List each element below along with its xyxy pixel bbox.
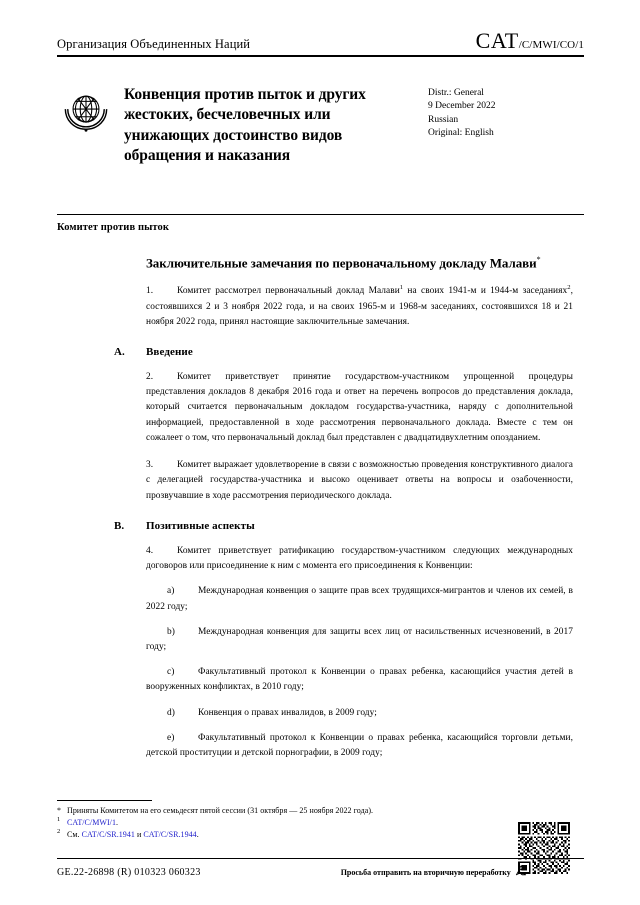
paragraph-2-number: 2. xyxy=(146,371,154,382)
masthead-top-row xyxy=(57,30,584,54)
distribution-type: Distr.: General xyxy=(428,88,484,98)
document-code: GE.22-26898 (R) 010323 060323 xyxy=(57,866,201,878)
distribution-date: 9 December 2022 xyxy=(428,101,496,112)
document-symbol xyxy=(476,30,584,52)
page-title-asterisk: * xyxy=(536,255,541,264)
masthead-rule xyxy=(57,55,584,57)
section-a-letter: A. xyxy=(114,345,125,358)
footer-rule xyxy=(57,858,584,859)
committee-name: Комитет против пыток xyxy=(57,222,170,233)
footnote-separator xyxy=(57,800,152,801)
footnote-asterisk: * Приняты Комитетом на его семьдесят пятой сессии (31 октября — 25 ноября 2022 года). xyxy=(57,806,374,815)
footnote-2-joiner: и xyxy=(134,830,144,839)
subitem-b xyxy=(146,615,573,655)
subitem-a-label: a) xyxy=(167,586,175,597)
paragraph-4-text: Комитет приветствует ратификацию государством-участником следующих международных договоров или присоединение к ним с момента его присоединения к Конвенции: xyxy=(146,545,573,572)
footnotes-block xyxy=(57,800,527,841)
document-symbol-prefix: CAT xyxy=(475,28,519,53)
subitem-d xyxy=(146,696,573,721)
distribution-original: Original: English xyxy=(428,128,494,139)
paragraph-2-text: Комитет приветствует принятие государством-участником упрощенной процедуры представления докладов 8 декабря 2016 года и ответ на перечень вопросов до представления доклада, который считается первоначальным докладом государства-участника, наряду с дополнительной информацией, предоставленной в ходе рассмотрения первоначального доклада. Вместе с тем он сожалеет о том, что первоначальный доклад был представлен с двадцатидвухлетним опозданием. xyxy=(146,371,573,443)
section-b-title: Позитивные аспекты xyxy=(146,519,255,532)
paragraph-3 xyxy=(146,446,573,504)
paragraph-1-text-a: Комитет рассмотрел первоначальный доклад Малави xyxy=(177,286,400,297)
paragraph-1 xyxy=(146,272,573,330)
masthead xyxy=(57,30,584,57)
footnote-asterisk-text: Приняты Комитетом на его семьдесят пятой сессии (31 октября — 25 ноября 2022 года). xyxy=(67,806,374,815)
paragraph-3-text: Комитет выражает удовлетворение в связи с возможностью проведения конструктивного диалога с делегацией государства-участника и высоко оценивает ответы на вопросы и озабоченности, прозвучавшие в ходе рассмотрения периодического доклада. xyxy=(146,460,573,501)
distribution-language: Russian xyxy=(428,114,459,125)
page-title-text: Заключительные замечания по первоначальному докладу Малави xyxy=(146,255,537,271)
paragraph-4 xyxy=(146,532,573,574)
subitem-b-label: b) xyxy=(167,626,175,637)
footnote-ref-1[interactable]: 1 xyxy=(399,284,404,292)
footnote-2-prefix: См. xyxy=(67,830,82,839)
paragraph-4-number: 4. xyxy=(146,545,154,556)
title-block-rule xyxy=(57,214,584,215)
paragraph-2 xyxy=(146,358,573,446)
organization-name: Организация Объединенных Наций xyxy=(57,37,251,52)
title-block xyxy=(57,85,584,167)
recycle-icon xyxy=(514,864,528,880)
paragraph-3-number: 3. xyxy=(146,460,154,471)
subitem-c xyxy=(146,655,573,695)
paragraph-1-text-b: на своих 1941-м и 1944-м заседаниях xyxy=(403,286,568,297)
section-heading-a xyxy=(114,330,584,358)
recycle-text: Просьба отправить на вторичную переработку xyxy=(340,867,511,877)
footnote-2: 2 См. CAT/C/SR.1941 и CAT/C/SR.1944. xyxy=(57,828,199,839)
page-title xyxy=(146,250,546,272)
document-symbol-suffix: /C/MWI/CO/1 xyxy=(518,39,584,51)
subitem-d-text: Конвенция о правах инвалидов, в 2009 году; xyxy=(198,707,377,718)
footnote-1: 1 CAT/C/MWI/1. xyxy=(57,816,119,827)
page-footer xyxy=(57,864,584,880)
subitem-c-text: Факультативный протокол к Конвенции о правах ребенка, касающийся участия детей в вооруженных конфликтах, в 2010 году; xyxy=(146,667,573,693)
convention-title: Конвенция против пыток и других жестоких, бесчеловечных или унижающих достоинство видов обращения и наказания xyxy=(124,86,366,165)
subitem-e-text: Факультативный протокол к Конвенции о правах ребенка, касающийся торговли детьми, детской проституции и детской порнографии, в 2009 году; xyxy=(146,732,573,759)
footnote-2-link-2[interactable]: CAT/C/SR.1944 xyxy=(143,830,197,839)
recycle-notice xyxy=(341,864,528,880)
footnote-ref-2[interactable]: 2 xyxy=(567,284,571,292)
subitem-a-text: Международная конвенция о защите прав всех трудящихся-мигрантов и членов их семей, в 2022 году; xyxy=(146,586,573,612)
section-heading-b xyxy=(114,504,584,532)
distribution-info xyxy=(428,85,496,141)
document-content xyxy=(57,250,584,761)
subitem-e xyxy=(146,721,573,761)
paragraph-1-text-c: , состоявшихся 2 и 3 ноября 2022 года, и на своих 1965-м и 1968-м заседаниях, состоявшихся 18 и 21 ноября 2022 года, принял настоящие заключительные замечания. xyxy=(146,286,573,327)
footnote-1-link[interactable]: CAT/C/MWI/1 xyxy=(67,818,116,827)
un-emblem xyxy=(62,87,110,135)
subitem-c-label: c) xyxy=(167,667,175,678)
subitem-d-label: d) xyxy=(167,707,175,718)
subitem-e-label: e) xyxy=(167,732,175,743)
section-b-letter: B. xyxy=(114,519,125,532)
paragraph-1-number: 1. xyxy=(146,286,154,297)
footnote-1-suffix: . xyxy=(116,818,119,827)
footnote-2-link-1[interactable]: CAT/C/SR.1941 xyxy=(81,830,135,839)
footnote-2-suffix: . xyxy=(196,830,199,839)
subitem-b-text: Международная конвенция для защиты всех лиц от насильственных исчезновений, в 2017 году; xyxy=(146,626,573,653)
section-a-title: Введение xyxy=(146,345,193,358)
subitem-a xyxy=(146,574,573,614)
